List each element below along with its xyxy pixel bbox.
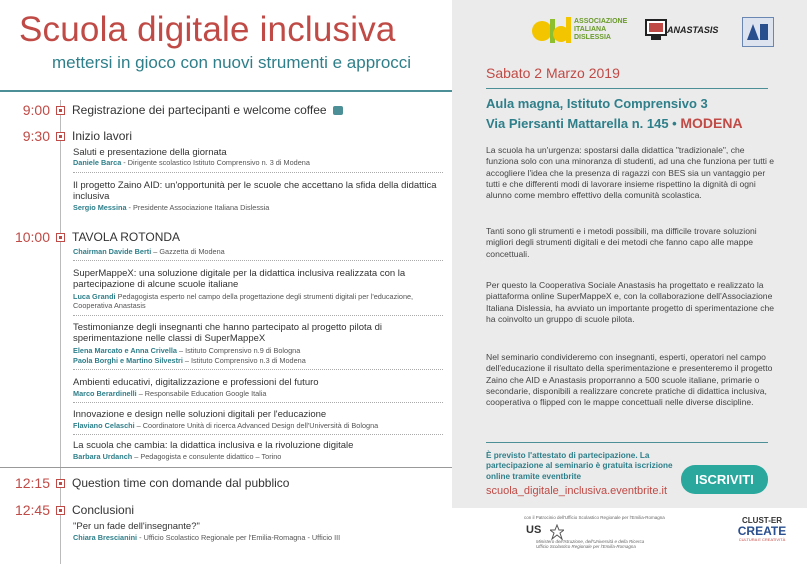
venue-line-1: Aula magna, Istituto Comprensivo 3 bbox=[486, 96, 708, 111]
talk-item: Saluti e presentazione della giornata bbox=[73, 147, 227, 158]
coffee-icon bbox=[333, 106, 343, 115]
registration-link[interactable]: scuola_digitale_inclusiva.eventbrite.it bbox=[486, 485, 667, 497]
talk-speaker: Elena Marcato e Anna Crivella – Istituto Comprensivo n.9 di Bologna bbox=[73, 346, 301, 355]
description-paragraph: Per questo la Cooperativa Sociale Anastasis ha progettato e realizzato la piattaforma online SuperMappeX e, con la collaborazione dell'Associazione Italiana Dislessia, ha avviato un importante progetto di sperimentazione che ha coinvolto un gruppo di scuole pilota. bbox=[486, 280, 775, 324]
divider bbox=[73, 434, 443, 435]
talk-speaker: Barbara Urdanch – Pedagogista e consulente didattico – Torino bbox=[73, 452, 282, 461]
description-paragraph: La scuola ha un'urgenza: spostarsi dalla didattica "tradizionale", che funziona solo con una minoranza di studenti, ad una che funziona per tutti e accogliere l'idea che la presenza di ragazzi con BES sia un vantaggio per tutti e che differenti modi di lavorare insieme rispettino la dignità di ogni alunno come membro effettivo della comunità scolastica. bbox=[486, 145, 775, 201]
talk-item: Innovazione e design nelle soluzioni digitali per l'educazione bbox=[73, 409, 327, 420]
register-button[interactable]: ISCRIVITI bbox=[681, 465, 768, 494]
timeline-marker bbox=[56, 233, 65, 242]
patronage-text: con il Patrocinio dell'Ufficio Scolastico Regionale per l'Emilia-Romagna bbox=[524, 515, 665, 520]
usr-logo: US bbox=[526, 524, 542, 536]
anastasis-logo: ANASTASIS bbox=[645, 18, 725, 44]
time-12-45: 12:45 bbox=[14, 502, 50, 518]
chairman: Chairman Davide Berti – Gazzetta di Modena bbox=[73, 247, 225, 256]
divider bbox=[73, 402, 443, 403]
time-12-15: 12:15 bbox=[14, 475, 50, 491]
page-subtitle: mettersi in gioco con nuovi strumenti e approcci bbox=[52, 53, 412, 72]
timeline-marker bbox=[56, 479, 65, 488]
page-title: Scuola digitale inclusiva bbox=[19, 10, 396, 49]
talk-item: Ambienti educativi, digitalizzazione e professioni del futuro bbox=[73, 377, 319, 388]
talk-item: La scuola che cambia: la didattica inclusiva e la rivoluzione digitale bbox=[73, 440, 354, 451]
description-paragraph: Tanti sono gli strumenti e i metodi possibili, ma difficile trovare soluzioni migliori degli strumenti digitali e dei metodi che fanno capo alle mappe concettuali. bbox=[486, 226, 757, 259]
session-start: Inizio lavori bbox=[72, 129, 133, 143]
time-9-00: 9:00 bbox=[22, 102, 50, 118]
talk-speaker: Marco Berardinelli – Responsabile Education Google Italia bbox=[73, 389, 267, 398]
session-round-table: TAVOLA ROTONDA bbox=[72, 230, 181, 244]
talk-speaker: Flaviano Celaschi – Coordinatore Unità di ricerca Advanced Design dell'Università di Bologna bbox=[73, 421, 379, 430]
talk-speaker: Daniele Barca - Dirigente scolastico Istituto Comprensivo n. 3 di Modena bbox=[73, 158, 310, 167]
description-paragraph: Nel seminario condivideremo con insegnanti, esperti, operatori nel campo dell'educazione il risultato della sperimentazione e presenteremo il progetto Zaino che AID e Anastasis proporranno a 500 scuole italiane, primarie o secondarie, disponibili a realizzare concrete pratiche di didattica inclusiva, cooperativa o flipped con le mappe concettuali nelle diverse discipline. bbox=[486, 352, 773, 408]
aid-logo: ASSOCIAZIONE ITALIANA DISLESSIA bbox=[530, 15, 625, 45]
session-conclusions: Conclusioni bbox=[72, 503, 135, 517]
republic-emblem-icon bbox=[550, 524, 564, 540]
divider bbox=[0, 467, 452, 468]
divider bbox=[73, 172, 443, 173]
divider bbox=[73, 260, 443, 261]
computer-icon bbox=[645, 18, 667, 42]
talk-item: Il progetto Zaino AID: un'opportunità per le scuole che accettano la sfida della didattica inclusiva bbox=[73, 180, 437, 202]
session-question-time: Question time con domande dal pubblico bbox=[72, 476, 290, 490]
talk-item: "Per un fade dell'insegnante?" bbox=[73, 521, 200, 532]
header-divider bbox=[0, 90, 452, 92]
talk-speaker: Luca Grandi Pedagogista esperto nel campo della progettazione degli strumenti digitali per l'educazione, Cooperativa Anastasis bbox=[73, 292, 414, 310]
venue-line-2: Via Piersanti Mattarella n. 145 • MODENA bbox=[486, 115, 743, 131]
aid-logo-icon bbox=[530, 15, 572, 45]
talk-item: SuperMappeX: una soluzione digitale per la didattica inclusiva realizzata con la partecipazione di alcune scuole italiane bbox=[73, 268, 406, 290]
event-date: Sabato 2 Marzo 2019 bbox=[486, 65, 620, 81]
time-9-30: 9:30 bbox=[22, 128, 50, 144]
time-10-00: 10:00 bbox=[14, 229, 50, 245]
partner-logo bbox=[742, 17, 774, 47]
partner-logo-icon bbox=[743, 18, 773, 46]
ministry-text: Ministero dell'Istruzione, dell'Università e della Ricerca Ufficio Scolastico Regionale per l'Emilia-Romagna bbox=[536, 539, 645, 549]
clust-er-logo: CLUST-ER CREATE CULTURA E CREATIVITÀ bbox=[737, 516, 787, 542]
session-registration: Registrazione dei partecipanti e welcome coffee bbox=[72, 103, 343, 117]
venue-city: MODENA bbox=[680, 115, 743, 131]
divider bbox=[73, 315, 443, 316]
talk-speaker: Chiara Brescianini - Ufficio Scolastico Regionale per l'Emilia-Romagna - Ufficio III bbox=[73, 533, 341, 542]
divider bbox=[73, 369, 443, 370]
talk-speaker: Sergio Messina - Presidente Associazione Italiana Dislessia bbox=[73, 203, 270, 212]
footer-sponsors bbox=[452, 508, 807, 564]
timeline-marker bbox=[56, 132, 65, 141]
date-divider bbox=[486, 88, 768, 89]
timeline-line bbox=[60, 100, 61, 564]
timeline-marker bbox=[56, 506, 65, 515]
talk-speaker: Paola Borghi e Martino Silvestri – Istituto Comprensivo n.3 di Modena bbox=[73, 356, 306, 365]
timeline-marker bbox=[56, 106, 65, 115]
section-divider bbox=[486, 442, 768, 443]
registration-info: È previsto l'attestato di partecipazione. La partecipazione al seminario è gratuita iscrizione online tramite eventbrite bbox=[486, 451, 673, 481]
talk-item: Testimonianze degli insegnanti che hanno partecipato al progetto pilota di sperimentazione nelle classi di SuperMappeX bbox=[73, 322, 382, 344]
